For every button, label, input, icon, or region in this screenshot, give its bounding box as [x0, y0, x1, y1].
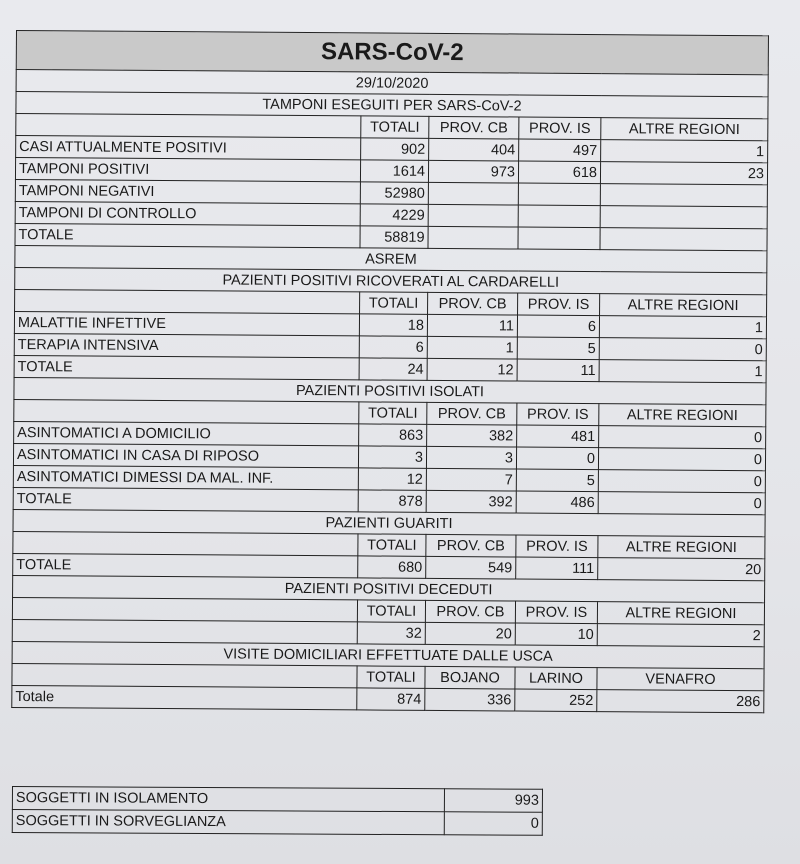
deceduti-header-blank: [12, 597, 357, 621]
tamponi-cell: 23: [600, 162, 767, 185]
isolati-cell: 5: [516, 469, 598, 492]
visite-header-blank: [12, 663, 357, 687]
guariti-cell: 549: [426, 556, 516, 579]
subjects-label: SOGGETTI IN SORVEGLIANZA: [12, 810, 444, 835]
table-row: [12, 685, 764, 712]
visite-cell: 336: [425, 688, 515, 711]
guariti-col-header: PROV. IS: [516, 535, 598, 558]
deceduti-col-header: PROV. CB: [425, 600, 515, 623]
visite-heading: VISITE DOMICILIARI EFFETTUATE DALLE USCA: [12, 641, 764, 668]
deceduti-row-label: [12, 619, 357, 643]
subjects-label: SOGGETTI IN ISOLAMENTO: [12, 787, 444, 812]
ricoverati-cell: 1: [427, 336, 517, 359]
ricoverati-row-label: TERAPIA INTENSIVA: [14, 333, 359, 357]
tamponi-row-label: TOTALE: [15, 223, 360, 247]
subjects-box: [12, 786, 542, 836]
tamponi-cell: [600, 228, 767, 251]
isolati-col-header: PROV. IS: [517, 403, 599, 426]
tamponi-col-header: TOTALI: [361, 116, 429, 138]
subjects-table: [12, 786, 543, 836]
isolati-heading: PAZIENTI POSITIVI ISOLATI: [14, 377, 766, 404]
guariti-col-header: PROV. CB: [426, 534, 516, 557]
isolati-cell: 878: [358, 490, 426, 512]
tamponi-row-label: TAMPONI DI CONTROLLO: [15, 201, 360, 225]
visite-col-header: VENAFRO: [597, 668, 764, 691]
ricoverati-row-label: MALATTIE INFETTIVE: [14, 311, 359, 335]
subjects-value: 993: [444, 789, 542, 813]
tamponi-cell: [518, 227, 600, 250]
tamponi-cell: 58819: [360, 226, 428, 248]
ricoverati-cell: 1: [599, 360, 766, 383]
subjects-row: [12, 810, 542, 836]
guariti-cell: 680: [358, 556, 426, 578]
visite-cell: 286: [597, 690, 764, 713]
tamponi-cell: [518, 205, 600, 228]
deceduti-col-header: TOTALI: [357, 600, 425, 622]
ricoverati-cell: 12: [427, 358, 517, 381]
tamponi-cell: 404: [429, 138, 519, 161]
ricoverati-col-header: PROV. IS: [518, 293, 600, 316]
deceduti-cell: 2: [597, 624, 764, 647]
isolati-cell: 0: [598, 448, 765, 471]
ricoverati-cell: 6: [517, 315, 599, 338]
ricoverati-cell: 24: [359, 358, 427, 380]
deceduti-heading: PAZIENTI POSITIVI DECEDUTI: [13, 575, 765, 602]
tamponi-cell: [428, 204, 518, 227]
tamponi-cell: 497: [519, 139, 601, 162]
isolati-cell: 486: [516, 491, 598, 514]
ricoverati-cell: 11: [517, 359, 599, 382]
covid-report-table: [11, 30, 769, 713]
page-title: SARS-CoV-2: [16, 31, 768, 75]
tamponi-cell: 618: [518, 161, 600, 184]
report-sheet: [11, 30, 768, 713]
guariti-header-blank: [13, 531, 358, 555]
isolati-cell: 7: [426, 468, 516, 491]
isolati-col-header: ALTRE REGIONI: [599, 404, 766, 427]
isolati-col-header: PROV. CB: [427, 402, 517, 425]
isolati-row-label: ASINTOMATICI DIMESSI DA MAL. INF.: [13, 465, 358, 489]
tamponi-cell: [428, 182, 518, 205]
guariti-heading: PAZIENTI GUARITI: [13, 509, 765, 536]
guariti-cell: 20: [598, 558, 765, 581]
deceduti-col-header: ALTRE REGIONI: [597, 602, 764, 625]
deceduti-cell: 32: [357, 622, 425, 644]
isolati-cell: 863: [359, 424, 427, 446]
guariti-row-label: TOTALE: [13, 553, 358, 577]
ricoverati-row-label: TOTALE: [14, 355, 359, 379]
isolati-cell: 3: [358, 446, 426, 468]
tamponi-cell: 1614: [360, 160, 428, 182]
tamponi-cell: 4229: [360, 204, 428, 226]
tamponi-cell: [600, 184, 767, 207]
deceduti-cell: 10: [515, 623, 597, 646]
tamponi-cell: [600, 206, 767, 229]
isolati-header-blank: [14, 399, 359, 423]
title-row: [16, 31, 768, 75]
tamponi-cell: [518, 183, 600, 206]
ricoverati-col-header: ALTRE REGIONI: [600, 294, 767, 317]
report-date: 29/10/2020: [16, 70, 768, 97]
asrem-label: ASREM: [15, 245, 767, 272]
ricoverati-col-header: TOTALI: [360, 292, 428, 314]
visite-cell: 252: [515, 689, 597, 712]
deceduti-col-header: PROV. IS: [515, 601, 597, 624]
tamponi-col-header: PROV. CB: [429, 116, 519, 139]
visite-col-header: BOJANO: [425, 666, 515, 689]
tamponi-col-header: ALTRE REGIONI: [601, 118, 768, 141]
isolati-row-label: ASINTOMATICI IN CASA DI RIPOSO: [13, 443, 358, 467]
isolati-cell: 382: [427, 424, 517, 447]
guariti-col-header: ALTRE REGIONI: [598, 536, 765, 559]
ricoverati-cell: 18: [359, 314, 427, 336]
tamponi-cell: [428, 226, 518, 249]
ricoverati-cell: 5: [517, 337, 599, 360]
tamponi-row-label: TAMPONI POSITIVI: [15, 158, 360, 182]
isolati-cell: 481: [517, 425, 599, 448]
isolati-col-header: TOTALI: [359, 402, 427, 424]
subjects-row: [12, 787, 542, 813]
ricoverati-cell: 11: [427, 314, 517, 337]
visite-row-label: Totale: [12, 685, 357, 709]
isolati-cell: 0: [598, 492, 765, 515]
isolati-cell: 0: [598, 470, 765, 493]
isolati-row-label: TOTALE: [13, 487, 358, 511]
guariti-col-header: TOTALI: [358, 534, 426, 556]
ricoverati-header-blank: [15, 289, 360, 313]
ricoverati-cell: 6: [359, 336, 427, 358]
tamponi-row-label: TAMPONI NEGATIVI: [15, 179, 360, 203]
ricoverati-cell: 0: [599, 338, 766, 361]
tamponi-heading: TAMPONI ESEGUITI PER SARS-CoV-2: [16, 92, 768, 119]
isolati-row-label: ASINTOMATICI A DOMICILIO: [14, 421, 359, 445]
ricoverati-cell: 1: [599, 316, 766, 339]
isolati-cell: 392: [426, 490, 516, 513]
isolati-cell: 0: [599, 426, 766, 449]
tamponi-cell: 902: [361, 138, 429, 160]
tamponi-cell: 52980: [360, 182, 428, 204]
deceduti-cell: 20: [425, 622, 515, 645]
visite-col-header: TOTALI: [357, 666, 425, 688]
isolati-cell: 3: [426, 446, 516, 469]
ricoverati-col-header: PROV. CB: [428, 292, 518, 315]
tamponi-row-label: CASI ATTUALMENTE POSITIVI: [16, 136, 361, 160]
ricoverati-heading: PAZIENTI POSITIVI RICOVERATI AL CARDARELLI: [15, 267, 767, 294]
visite-cell: 874: [357, 688, 425, 710]
tamponi-col-header: PROV. IS: [519, 117, 601, 140]
guariti-cell: 111: [516, 557, 598, 580]
tamponi-cell: 1: [601, 140, 768, 163]
tamponi-cell: 973: [428, 160, 518, 183]
isolati-cell: 12: [358, 468, 426, 490]
subjects-value: 0: [444, 812, 542, 836]
isolati-cell: 0: [516, 447, 598, 470]
tamponi-header-blank: [16, 114, 361, 138]
visite-col-header: LARINO: [515, 667, 597, 690]
